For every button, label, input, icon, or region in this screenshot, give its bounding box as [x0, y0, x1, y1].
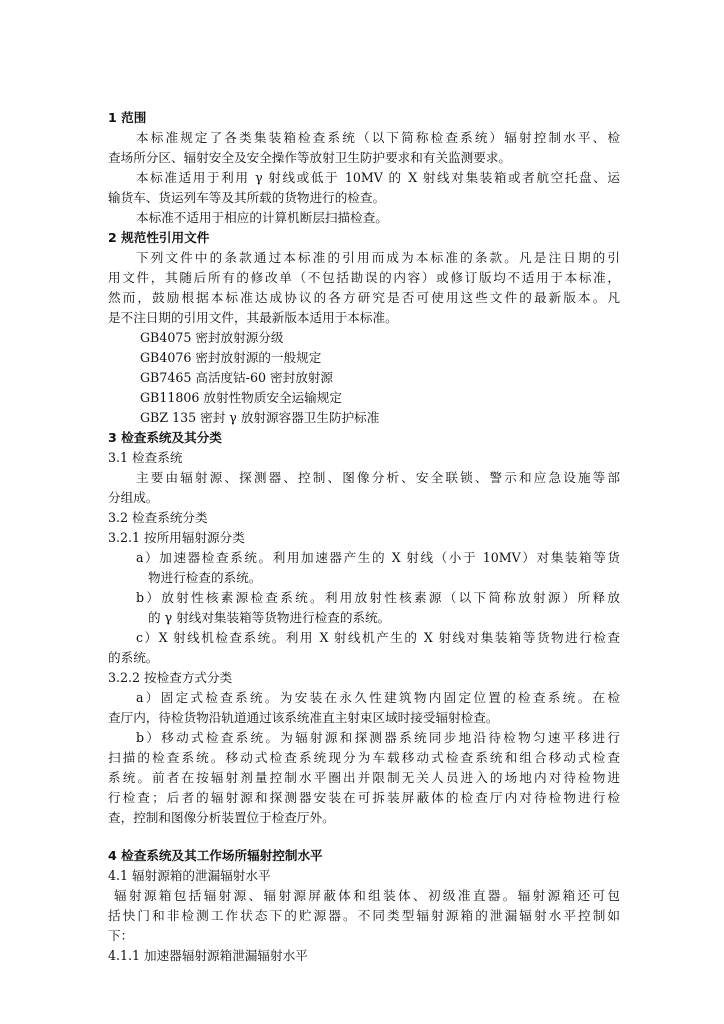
list-item-line: 查，控制和图像分析装置位于检查厅外。: [108, 810, 335, 825]
subsection-heading: 3.2 检查系统分类: [108, 510, 208, 525]
reference-item: GB4076 密封放射源的一般规定: [140, 350, 322, 365]
paragraph-line: 下：: [108, 928, 134, 943]
subsection-heading: 3.2.2 按检查方式分类: [108, 670, 233, 685]
list-item-line: b）移动式检查系统。为辐射源和探测器系统同步地沿待检物匀速平移进行: [136, 730, 620, 745]
paragraph-line: 输货车、货运列车等及其所载的货物进行的检查。: [108, 190, 386, 205]
section-heading-2: 2 规范性引用文件: [108, 230, 210, 245]
paragraph-line: 括快门和非检测工作状态下的贮源器。不同类型辐射源箱的泄漏辐射水平控制如: [108, 908, 620, 923]
subsection-heading: 3.1 检查系统: [108, 450, 183, 465]
subsection-heading: 3.2.1 按所用辐射源分类: [108, 530, 245, 545]
subsection-heading: 4.1.1 加速器辐射源箱泄漏辐射水平: [108, 948, 308, 963]
list-item-line: a）加速器检查系统。利用加速器产生的 X 射线（小于 10MV）对集装箱等货: [136, 550, 620, 565]
list-item-line: 查厅内，待检货物沿轨道通过该系统准直主射束区域时接受辐射检查。: [108, 710, 499, 725]
section-heading-4: 4 检查系统及其工作场所辐射控制水平: [108, 848, 323, 863]
list-item-line: a）固定式检查系统。为安装在永久性建筑物内固定位置的检查系统。在检: [136, 690, 620, 705]
reference-item: GB11806 放射性物质安全运输规定: [140, 390, 342, 405]
list-item-line: 物进行检查的系统。: [148, 570, 262, 585]
section-heading-1: 1 范围: [108, 110, 147, 125]
list-item-line: 系统。前者在按辐射剂量控制水平圈出并限制无关人员进入的场地内对待检物进: [108, 770, 620, 785]
list-item-line: c）X 射线机检查系统。利用 X 射线机产生的 X 射线对集装箱等货物进行检查: [136, 630, 620, 645]
reference-item: GB7465 高活度钴-60 密封放射源: [140, 370, 333, 385]
paragraph-line: 用文件，其随后所有的修改单（不包括勘误的内容）或修订版均不适用于本标准，: [108, 270, 620, 285]
paragraph-line: 辐射源箱包括辐射源、辐射源屏蔽体和组装体、初级准直器。辐射源箱还可包: [114, 888, 620, 903]
paragraph-line: 本标准适用于利用 γ 射线或低于 10MV 的 X 射线对集装箱或者航空托盘、运: [136, 170, 620, 185]
subsection-heading: 4.1 辐射源箱的泄漏辐射水平: [108, 868, 271, 883]
paragraph-line: 然而，鼓励根据本标准达成协议的各方研究是否可使用这些文件的最新版本。凡: [108, 290, 620, 305]
section-heading-3: 3 检查系统及其分类: [108, 430, 222, 445]
paragraph-line: 本标准不适用于相应的计算机断层扫描检查。: [136, 210, 388, 225]
reference-item: GBZ 135 密封 γ 放射源容器卫生防护标准: [140, 410, 380, 425]
list-item-line: 行检查；后者的辐射源和探测器安装在可拆装屏蔽体的检查厅内对待检物进行检: [108, 790, 620, 805]
paragraph-line: 分组成。: [108, 490, 159, 505]
list-item-line: 的 γ 射线对集装箱等货物进行检查的系统。: [148, 610, 391, 625]
paragraph-line: 主要由辐射源、探测器、控制、图像分析、安全联锁、警示和应急设施等部: [136, 470, 620, 485]
paragraph-line: 下列文件中的条款通过本标准的引用而成为本标准的条款。凡是注日期的引: [136, 250, 620, 265]
paragraph-line: 是不注日期的引用文件，其最新版本适用于本标准。: [108, 310, 398, 325]
list-item-line: 扫描的检查系统。移动式检查系统现分为车载移动式检查系统和组合移动式检查: [108, 750, 620, 765]
list-item-line: 的系统。: [108, 650, 159, 665]
reference-item: GB4075 密封放射源分级: [140, 330, 284, 345]
paragraph-line: 本标准规定了各类集装箱检查系统（以下简称检查系统）辐射控制水平、检: [136, 130, 620, 145]
list-item-line: b）放射性核素源检查系统。利用放射性核素源（以下简称放射源）所释放: [136, 590, 620, 605]
paragraph-line: 查场所分区、辐射安全及安全操作等放射卫生防护要求和有关监测要求。: [108, 150, 511, 165]
